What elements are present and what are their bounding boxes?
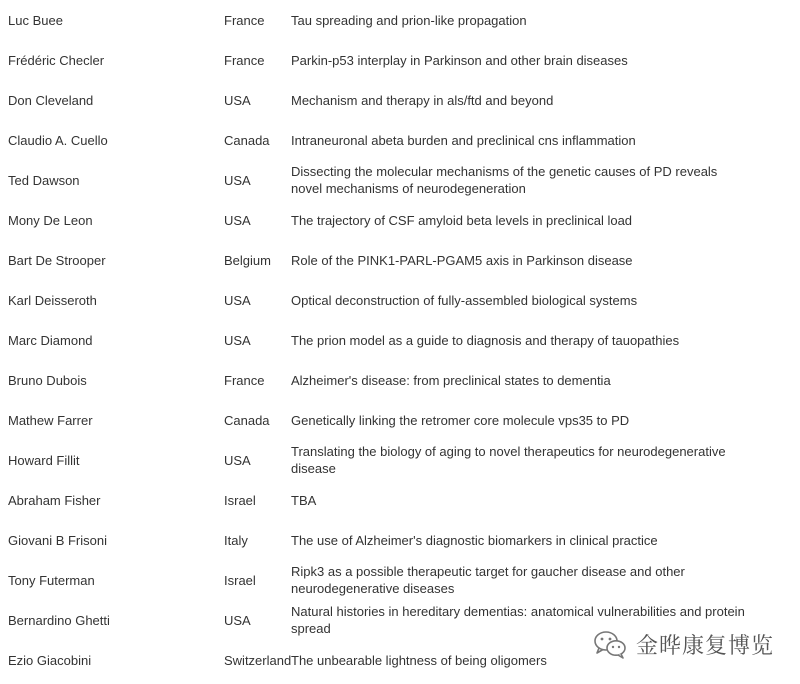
speaker-name: Claudio A. Cuello bbox=[8, 132, 108, 148]
speaker-country: France bbox=[224, 52, 265, 68]
speaker-country: Israel bbox=[224, 492, 256, 508]
speaker-name: Tony Futerman bbox=[8, 572, 95, 588]
speaker-topic: Tau spreading and prion-like propagation bbox=[291, 12, 527, 28]
speaker-name: Marc Diamond bbox=[8, 332, 93, 348]
speaker-name: Bernardino Ghetti bbox=[8, 612, 110, 628]
watermark bbox=[588, 624, 778, 664]
speaker-topic: Genetically linking the retromer core molecule vps35 to PD bbox=[291, 412, 630, 428]
table-row bbox=[0, 120, 800, 160]
table-row bbox=[0, 480, 800, 520]
table-row bbox=[0, 40, 800, 80]
table-row bbox=[0, 0, 800, 40]
speaker-topic: Alzheimer's disease: from preclinical states to dementia bbox=[291, 372, 611, 388]
speaker-country: USA bbox=[224, 292, 251, 308]
speaker-name: Abraham Fisher bbox=[8, 492, 101, 508]
speaker-topic: The unbearable lightness of being oligomers bbox=[291, 652, 547, 668]
speaker-country: Belgium bbox=[224, 252, 271, 268]
speaker-country: Canada bbox=[224, 412, 270, 428]
table-row bbox=[0, 280, 800, 320]
speaker-country: Canada bbox=[224, 132, 270, 148]
speaker-country: Italy bbox=[224, 532, 248, 548]
speaker-topic: Ripk3 as a possible therapeutic target for gaucher disease and other neurodegenerative diseases bbox=[291, 564, 685, 596]
speaker-name: Mony De Leon bbox=[8, 212, 93, 228]
speaker-name: Ted Dawson bbox=[8, 172, 80, 188]
speaker-country: Israel bbox=[224, 572, 256, 588]
speaker-topic: Mechanism and therapy in als/ftd and beyond bbox=[291, 92, 554, 108]
speaker-name: Bart De Strooper bbox=[8, 252, 106, 268]
speaker-topic: Natural histories in hereditary dementias: anatomical vulnerabilities and protein spread bbox=[291, 604, 745, 636]
speaker-topic: Translating the biology of aging to novel therapeutics for neurodegenerative disease bbox=[291, 444, 726, 476]
speaker-name: Giovani B Frisoni bbox=[8, 532, 107, 548]
table-row bbox=[0, 240, 800, 280]
speaker-country: Switzerland bbox=[224, 652, 292, 668]
speaker-country: USA bbox=[224, 212, 251, 228]
speaker-topic: The trajectory of CSF amyloid beta levels in preclinical load bbox=[291, 212, 633, 228]
speaker-name: Luc Buee bbox=[8, 12, 63, 28]
table-row bbox=[0, 160, 800, 200]
speaker-topic: Optical deconstruction of fully-assembled biological systems bbox=[291, 292, 638, 308]
speaker-topic: Parkin-p53 interplay in Parkinson and other brain diseases bbox=[291, 52, 628, 68]
speaker-name: Don Cleveland bbox=[8, 92, 94, 108]
watermark-text: 金晔康复博览 bbox=[635, 633, 774, 659]
speaker-country: USA bbox=[224, 92, 251, 108]
table-row bbox=[0, 520, 800, 560]
speaker-topic: The use of Alzheimer's diagnostic biomarkers in clinical practice bbox=[291, 532, 658, 548]
speaker-topic: Intraneuronal abeta burden and preclinical cns inflammation bbox=[291, 132, 636, 148]
speaker-country: USA bbox=[224, 172, 251, 188]
speaker-name: Karl Deisseroth bbox=[8, 292, 97, 308]
speaker-topic: Role of the PINK1-PARL-PGAM5 axis in Parkinson disease bbox=[291, 252, 633, 268]
table-row bbox=[0, 400, 800, 440]
speaker-name: Bruno Dubois bbox=[8, 372, 87, 388]
speaker-topic: TBA bbox=[291, 492, 317, 508]
speaker-name: Howard Fillit bbox=[8, 452, 80, 468]
table-row bbox=[0, 560, 800, 600]
speaker-country: USA bbox=[224, 332, 251, 348]
speaker-topic: The prion model as a guide to diagnosis and therapy of tauopathies bbox=[291, 332, 680, 348]
speaker-country: France bbox=[224, 12, 265, 28]
table-row bbox=[0, 440, 800, 480]
speaker-country: France bbox=[224, 372, 265, 388]
speaker-name: Frédéric Checler bbox=[8, 52, 105, 68]
speaker-country: USA bbox=[224, 452, 251, 468]
table-row bbox=[0, 200, 800, 240]
speaker-country: USA bbox=[224, 612, 251, 628]
table-row bbox=[0, 360, 800, 400]
table-row bbox=[0, 80, 800, 120]
table-row bbox=[0, 320, 800, 360]
speaker-name: Ezio Giacobini bbox=[8, 652, 92, 668]
wechat-icon bbox=[592, 628, 628, 660]
speaker-topic: Dissecting the molecular mechanisms of the genetic causes of PD reveals novel mechanisms of neurodegeneration bbox=[291, 164, 718, 196]
speaker-name: Mathew Farrer bbox=[8, 412, 93, 428]
